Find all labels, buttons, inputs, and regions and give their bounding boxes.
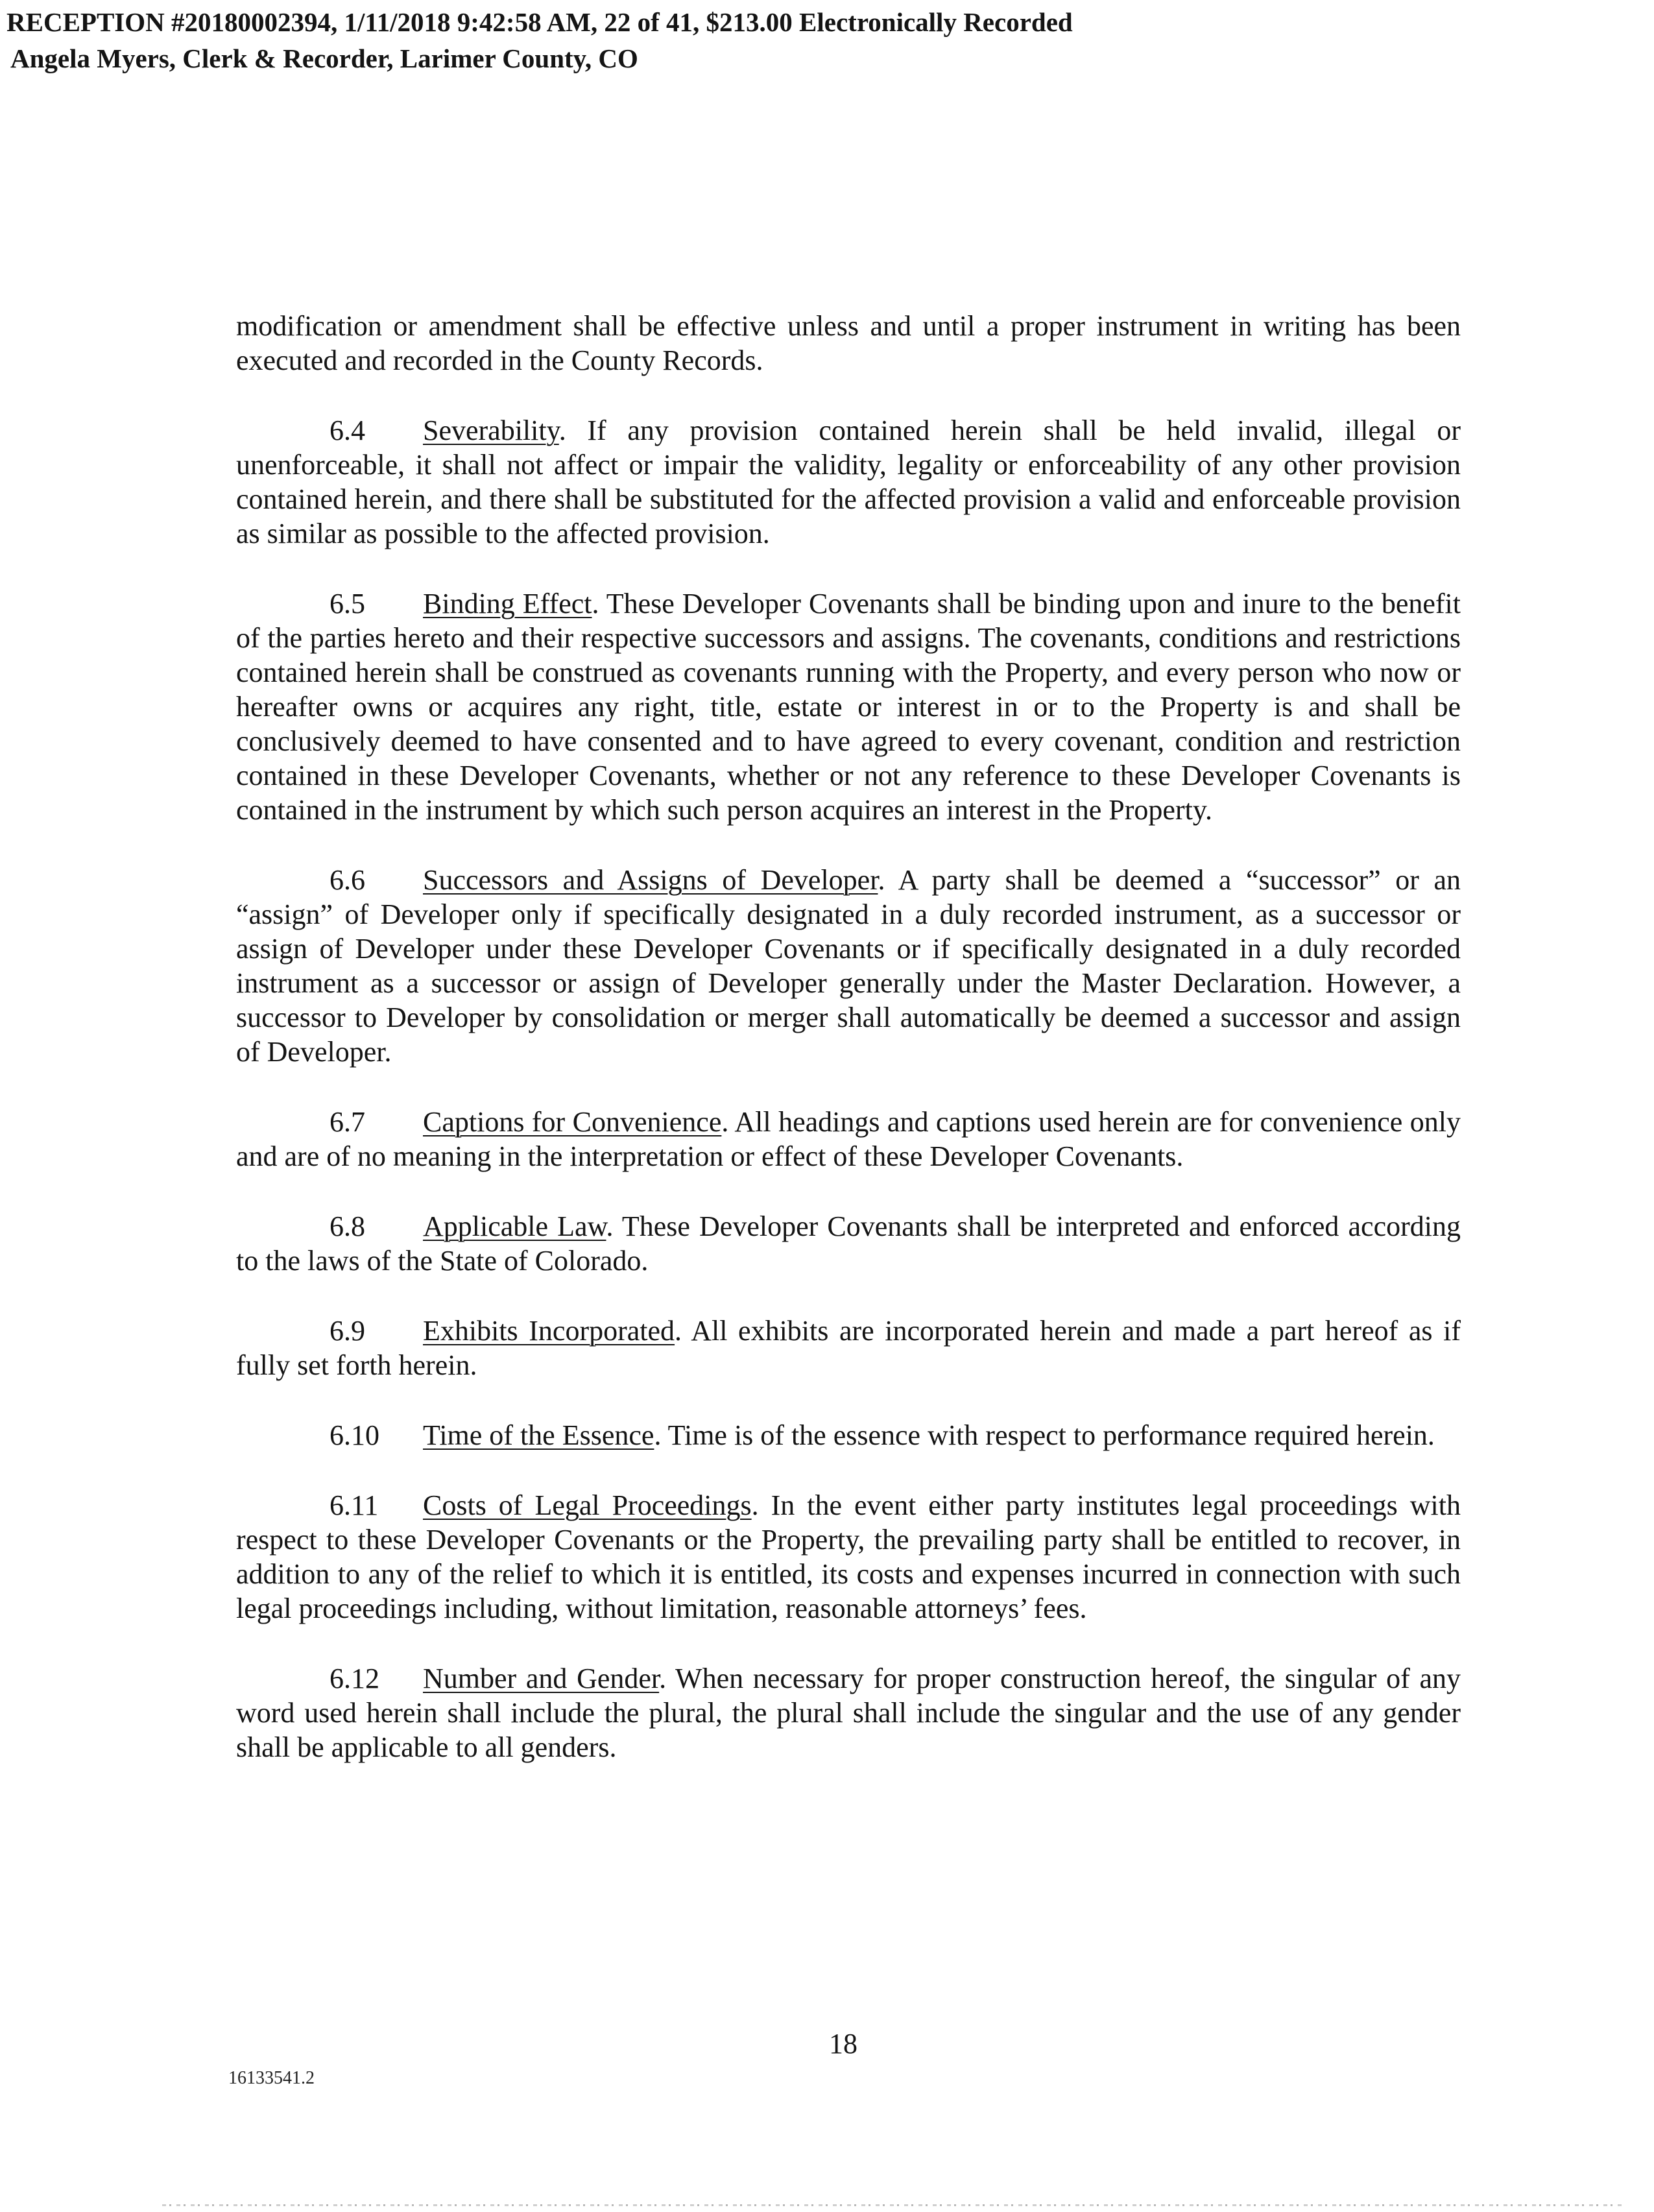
section-caption: Successors and Assigns of Developer — [423, 864, 878, 896]
section-caption: Time of the Essence — [423, 1419, 654, 1451]
section-text: . When necessary for proper construction hereof, the singular of any word used herein shall include the plural, the plural shall include the singular and the use of any gender shall be applicable to all genders. — [236, 1663, 1461, 1763]
section-number: 6.12 — [330, 1663, 379, 1694]
section-text: . These Developer Covenants shall be binding upon and inure to the benefit of the parties hereto and their respective successors and assigns. The covenants, conditions and restrictions contained herein shall be construed as covenants running with the Property, and every person who now or hereafter owns or acquires any right, title, estate or interest in or to the Property is and shall be conclusively deemed to have consented and to have agreed to every covenant, condition and restriction contained in these Developer Covenants, whether or not any reference to these Developer Covenants is contained in the instrument by which such person acquires an interest in the Property. — [236, 588, 1461, 826]
section-6-4 — [236, 413, 1461, 551]
reception-line: RECEPTION #20180002394, 1/11/2018 9:42:58 AM, 22 of 41, $213.00 Electronically Recorded — [6, 7, 1073, 37]
section-6-6 — [236, 863, 1461, 1069]
section-text: . If any provision contained herein shall be held invalid, illegal or unenforceable, it shall not affect or impair the validity, legality or enforceability of any other provision contained herein, and there shall be substituted for the affected provision a valid and enforceable provision as similar as possible to the affected provision. — [236, 415, 1461, 549]
section-number: 6.5 — [330, 588, 365, 619]
section-text: . These Developer Covenants shall be interpreted and enforced according to the laws of the State of Colorado. — [236, 1210, 1461, 1277]
section-caption: Binding Effect — [423, 588, 592, 619]
section-number: 6.11 — [330, 1489, 379, 1521]
section-number: 6.10 — [330, 1419, 379, 1451]
page-number: 18 — [829, 2028, 857, 2060]
scan-artifact-line — [162, 2204, 1622, 2206]
section-number: 6.6 — [330, 864, 365, 896]
section-number: 6.8 — [330, 1210, 365, 1242]
section-6-9 — [236, 1314, 1461, 1382]
section-number: 6.7 — [330, 1106, 365, 1138]
recorder-line: Angela Myers, Clerk & Recorder, Larimer County, CO — [10, 43, 638, 73]
section-text: . All exhibits are incorporated herein and made a part hereof as if fully set forth herein. — [236, 1315, 1461, 1381]
section-caption: Severability — [423, 415, 559, 446]
document-body — [236, 309, 1461, 1764]
section-text: . Time is of the essence with respect to performance required herein. — [654, 1419, 1435, 1451]
section-6-8 — [236, 1209, 1461, 1278]
section-number: 6.4 — [330, 415, 365, 446]
section-text: . All headings and captions used herein are for convenience only and are of no meaning in the interpretation or effect of these Developer Covenants. — [236, 1106, 1461, 1172]
section-6-5 — [236, 586, 1461, 827]
document-id: 16133541.2 — [228, 2068, 315, 2088]
section-number: 6.9 — [330, 1315, 365, 1347]
section-6-7 — [236, 1105, 1461, 1173]
section-caption: Exhibits Incorporated — [423, 1315, 675, 1347]
recording-stamp — [6, 4, 1073, 77]
section-6-10 — [236, 1418, 1461, 1452]
section-6-11 — [236, 1488, 1461, 1626]
section-caption: Number and Gender — [423, 1663, 660, 1694]
section-caption: Applicable Law — [423, 1210, 606, 1242]
section-caption: Captions for Convenience — [423, 1106, 722, 1138]
section-caption: Costs of Legal Proceedings — [423, 1489, 752, 1521]
section-text: . In the event either party institutes legal proceedings with respect to these Developer Covenants or the Property, the prevailing party shall be entitled to recover, in addition to any of the relief to which it is entitled, its costs and expenses incurred in connection with such legal proceedings including, without limitation, reasonable attorneys’ fees. — [236, 1489, 1461, 1624]
section-text: . A party shall be deemed a “successor” or an “assign” of Developer only if specifically designated in a duly recorded instrument, as a successor or assign of Developer under these Developer Covenants or if specifically designated in a duly recorded instrument as a successor or assign of Developer generally under the Master Declaration. However, a successor to Developer by consolidation or merger shall automatically be deemed a successor and assign of Developer. — [236, 864, 1461, 1068]
continuation-paragraph: modification or amendment shall be effective unless and until a proper instrument in writing has been executed and recorded in the County Records. — [236, 310, 1461, 376]
section-6-12 — [236, 1661, 1461, 1764]
